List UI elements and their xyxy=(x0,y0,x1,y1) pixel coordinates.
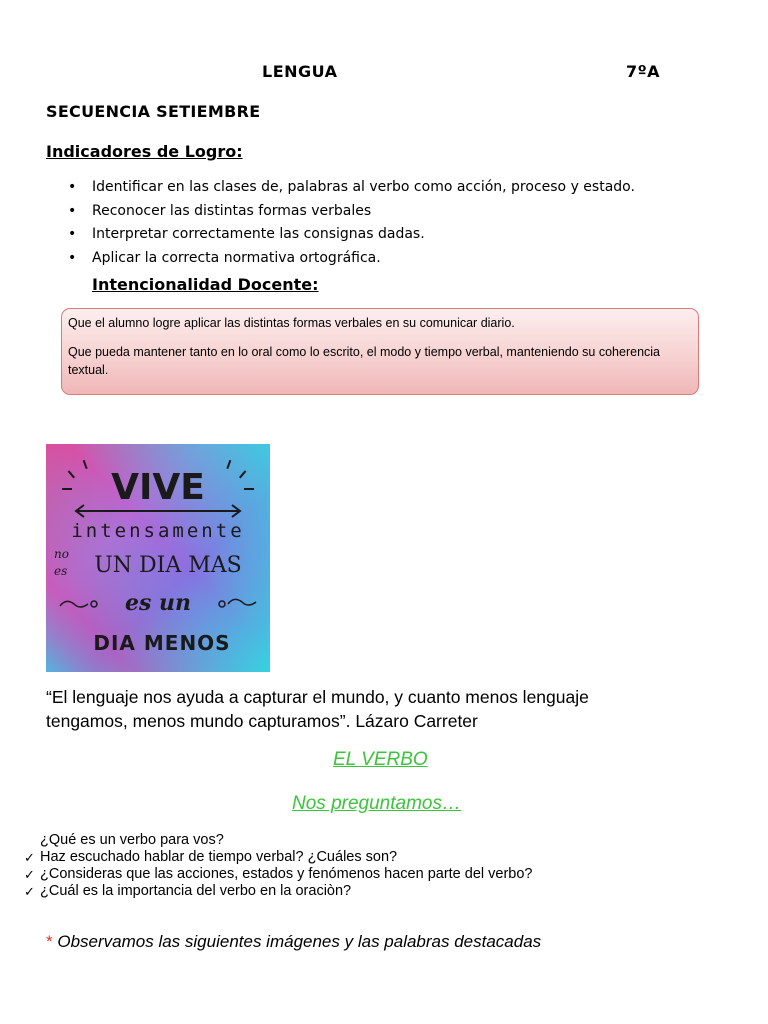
quote-text: “El lenguaje nos ayuda a capturar el mundo, y cuanto menos lenguaje tengamos, menos mundo capturamos”. Lázaro Carreter xyxy=(46,687,589,731)
observe-instruction xyxy=(46,932,541,952)
bullet-icon: • xyxy=(68,202,77,219)
asterisk-icon: * xyxy=(46,932,53,951)
indicators-list xyxy=(46,177,635,271)
intentionality-paragraph: Que pueda mantener tanto en lo oral como lo escrito, el modo y tiempo verbal, manteniendo su coherencia textual. xyxy=(68,345,661,377)
checkmark-icon: ✓ xyxy=(24,884,35,899)
question-text: ¿Cuál es la importancia del verbo en la oraciòn? xyxy=(40,883,352,899)
verb-section-title: EL VERBO xyxy=(333,749,428,770)
motivational-poster-image xyxy=(46,444,270,672)
observe-text: Observamos las siguientes imágenes y las palabras destacadas xyxy=(57,932,542,951)
poster-line-dia-menos: DIA MENOS xyxy=(93,631,231,655)
indicator-text: Identificar en las clases de, palabras al verbo como acción, proceso y estado. xyxy=(92,179,635,195)
poster-line-vive: VIVE xyxy=(111,467,205,508)
sequence-title: SECUENCIA SETIEMBRE xyxy=(46,102,261,121)
list-item xyxy=(24,866,533,883)
verb-section-subtitle: Nos preguntamos… xyxy=(292,793,461,814)
list-item xyxy=(46,177,635,201)
indicator-text: Aplicar la correcta normativa ortográfica. xyxy=(92,249,381,266)
questions-list xyxy=(24,832,533,900)
checkmark-icon: ✓ xyxy=(24,850,35,865)
list-item xyxy=(46,224,635,248)
question-text: ¿Qué es un verbo para vos? xyxy=(40,832,224,848)
list-item xyxy=(24,883,533,900)
poster-line-no: no xyxy=(54,547,69,561)
question-text: Haz escuchado hablar de tiempo verbal? ¿Cuáles son? xyxy=(40,849,398,865)
list-item xyxy=(46,201,635,225)
indicator-text: Interpretar correctamente las consignas dadas. xyxy=(92,226,425,242)
intentionality-paragraph: Que el alumno logre aplicar las distintas formas verbales en su comunicar diario. xyxy=(68,316,515,330)
indicators-title: Indicadores de Logro: xyxy=(46,142,243,161)
subject-heading: LENGUA xyxy=(262,62,338,81)
list-item xyxy=(24,849,533,866)
checkmark-icon: ✓ xyxy=(24,867,35,882)
list-item xyxy=(46,248,635,272)
poster-line-es-un: es un xyxy=(124,590,192,616)
poster-line-es: es xyxy=(54,564,68,578)
intentionality-title: Intencionalidad Docente: xyxy=(92,275,319,294)
indicator-text: Reconocer las distintas formas verbales xyxy=(92,202,372,219)
grade-heading: 7ºA xyxy=(626,62,661,81)
poster-line-intensamente: intensamente xyxy=(71,520,245,542)
bullet-icon: • xyxy=(68,226,77,242)
question-text: ¿Consideras que las acciones, estados y fenómenos hacen parte del verbo? xyxy=(40,866,533,882)
bullet-icon: • xyxy=(68,249,77,266)
bullet-icon: • xyxy=(68,179,77,195)
list-item xyxy=(24,832,533,849)
intentionality-box xyxy=(61,308,699,395)
poster-line-un-dia-mas: UN DIA MAS xyxy=(94,553,242,578)
